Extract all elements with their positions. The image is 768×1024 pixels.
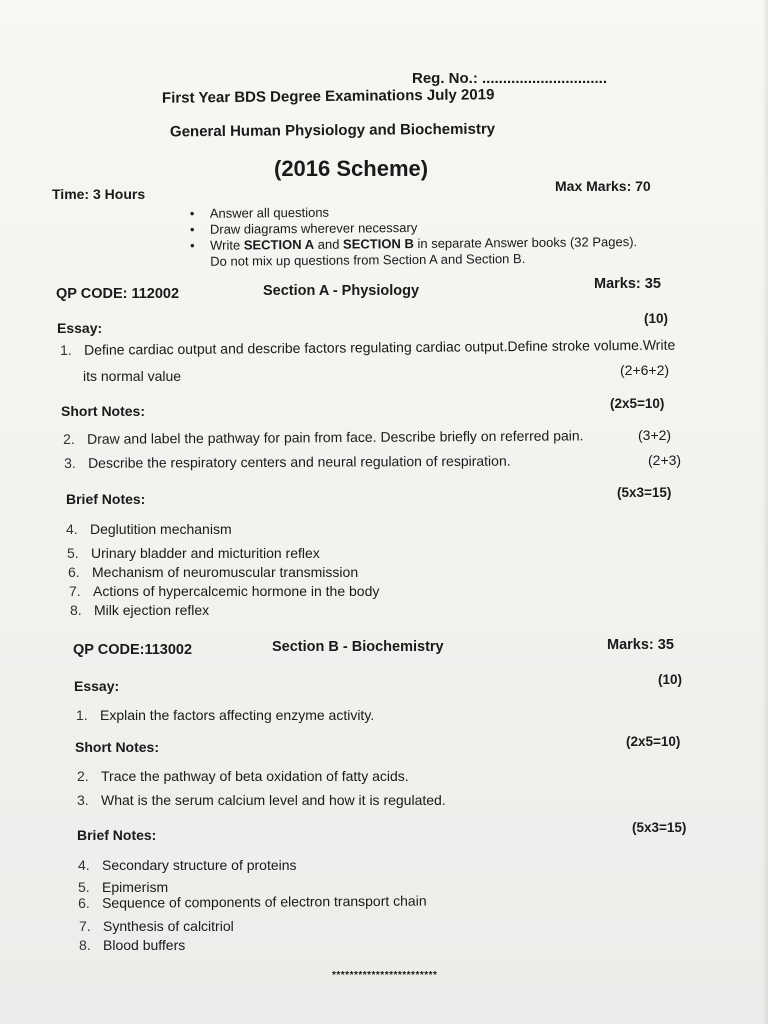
section-a-essay-label: Essay: bbox=[57, 320, 103, 336]
section-a-short-notes-label: Short Notes: bbox=[61, 403, 145, 419]
list-item: 5. Epimerism bbox=[78, 879, 169, 895]
section-a-essay-marks: (10) bbox=[644, 311, 669, 326]
instruction-item: • Write SECTION A and SECTION B in separate Answer books (32 Pages). bbox=[190, 234, 638, 253]
max-marks: Max Marks: 70 bbox=[555, 178, 651, 194]
section-a-qp-code: QP CODE: 112002 bbox=[56, 286, 180, 302]
list-item: 8. Blood buffers bbox=[79, 937, 186, 953]
scheme-title: (2016 Scheme) bbox=[274, 156, 429, 181]
section-a-question-3-marks: (2+3) bbox=[648, 452, 682, 468]
section-b-brief-notes-label: Brief Notes: bbox=[77, 827, 157, 843]
section-b-short-notes-label: Short Notes: bbox=[75, 739, 159, 755]
section-a-question-2-marks: (3+2) bbox=[638, 427, 672, 443]
section-b-essay-marks: (10) bbox=[658, 672, 683, 687]
reg-no: Reg. No.: .............................. bbox=[412, 70, 608, 87]
bullet-icon: • bbox=[189, 205, 195, 221]
instruction-item: • Draw diagrams wherever necessary bbox=[189, 219, 418, 237]
section-a-title: Section A - Physiology bbox=[263, 283, 420, 299]
list-item: 5. Urinary bladder and micturition reflex bbox=[67, 545, 320, 561]
list-item: 6. Sequence of components of electron transport chain bbox=[78, 892, 427, 911]
section-b-short-notes-marks: (2x5=10) bbox=[626, 734, 681, 749]
section-b-brief-notes-marks: (5x3=15) bbox=[632, 820, 687, 835]
section-b-question-2: 2. Trace the pathway of beta oxidation of fatty acids. bbox=[77, 768, 409, 784]
section-b-qp-code: QP CODE:113002 bbox=[73, 642, 193, 658]
list-item: 7. Synthesis of calcitriol bbox=[79, 918, 234, 934]
section-a-brief-notes-marks: (5x3=15) bbox=[617, 485, 672, 500]
list-item: 4. Deglutition mechanism bbox=[66, 521, 232, 537]
exam-time: Time: 3 Hours bbox=[52, 186, 146, 202]
subject-title: General Human Physiology and Biochemistry bbox=[169, 120, 496, 141]
bullet-icon: • bbox=[189, 221, 195, 237]
section-b-question-3: 3. What is the serum calcium level and how it is regulated. bbox=[77, 792, 446, 808]
paper-edge-shadow bbox=[762, 0, 768, 1024]
section-b-title: Section B - Biochemistry bbox=[272, 639, 444, 655]
section-a-marks: Marks: 35 bbox=[594, 276, 661, 292]
instructions-list bbox=[190, 202, 638, 270]
section-a-question-2: 2. Draw and label the pathway for pain from face. Describe briefly on referred pain. bbox=[63, 427, 584, 447]
list-item: 6. Mechanism of neuromuscular transmission bbox=[68, 564, 359, 580]
section-b-essay-label: Essay: bbox=[74, 678, 120, 694]
instruction-item: • Answer all questions bbox=[189, 204, 330, 221]
list-item: 7. Actions of hypercalcemic hormone in the body bbox=[69, 583, 380, 599]
section-a-short-notes-marks: (2x5=10) bbox=[610, 396, 665, 411]
section-b-question-1: 1. Explain the factors affecting enzyme activity. bbox=[76, 707, 375, 723]
section-a-question-1-cont: its normal value bbox=[83, 368, 182, 384]
section-a-question-1-marks: (2+6+2) bbox=[620, 362, 670, 378]
list-item: 8. Milk ejection reflex bbox=[70, 602, 210, 618]
exam-title: First Year BDS Degree Examinations July 2019 bbox=[161, 86, 495, 107]
section-b-marks: Marks: 35 bbox=[607, 637, 674, 653]
end-marker: ************************ bbox=[332, 970, 438, 981]
list-item: 4. Secondary structure of proteins bbox=[78, 857, 297, 873]
instruction-continuation: Do not mix up questions from Section A and Section B. bbox=[210, 251, 526, 269]
bullet-icon: • bbox=[190, 237, 195, 253]
section-a-question-3: 3. Describe the respiratory centers and neural regulation of respiration. bbox=[64, 452, 511, 471]
section-a-brief-notes-label: Brief Notes: bbox=[66, 491, 146, 507]
section-a-question-1: 1. Define cardiac output and describe factors regulating cardiac output.Define stroke volume.Write bbox=[60, 336, 676, 358]
